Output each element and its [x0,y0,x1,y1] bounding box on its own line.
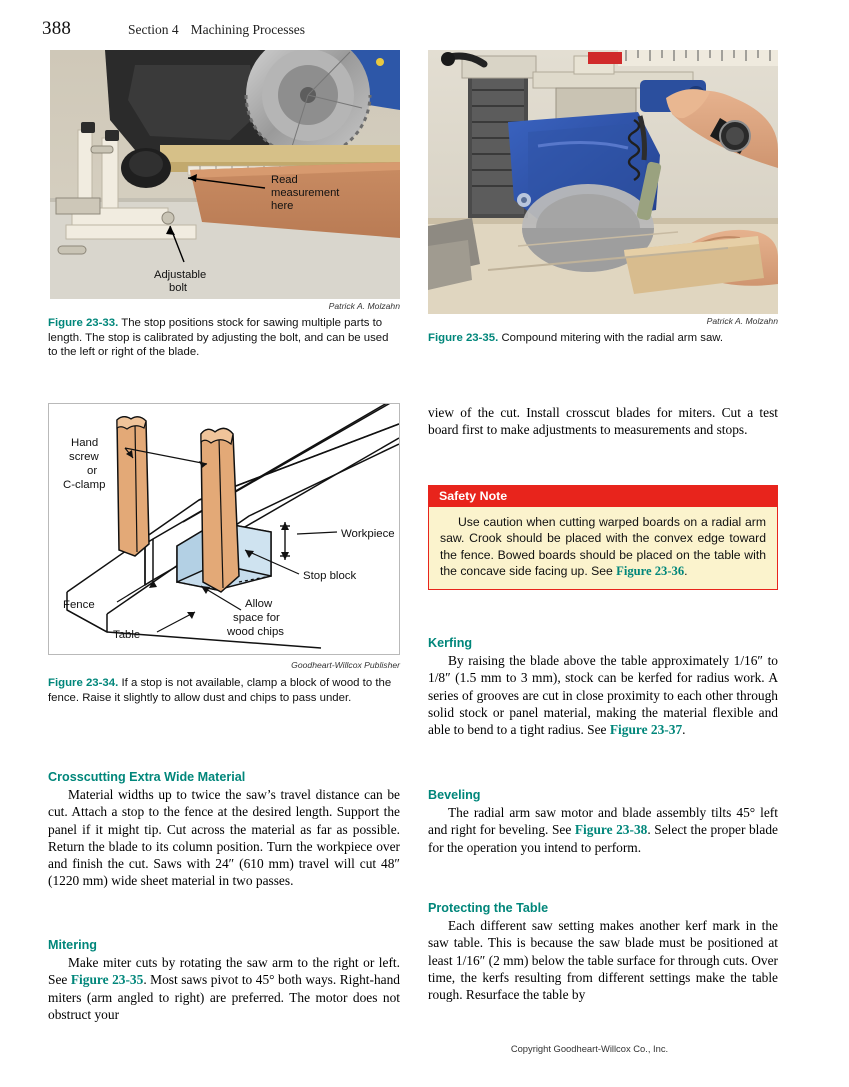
running-head [128,22,305,38]
running-head-section: Section 4 [128,22,179,37]
section-kerfing [428,636,778,738]
svg-text:here: here [271,200,294,212]
section-crosscutting [48,770,400,890]
figure-23-35-label: Figure 23-35. [428,332,499,344]
section-mitering [48,938,400,1023]
figure-23-33-label: Figure 23-33. [48,317,119,329]
heading-kerfing: Kerfing [428,636,473,650]
kerfing-part2: . [682,722,686,738]
page-header [42,18,807,40]
paragraph-beveling [428,804,778,856]
figure-23-35-caption-text: Compound mitering with the radial arm saw. [501,332,724,344]
paragraph-mitering-cont: view of the cut. Install crosscut blades for miters. Cut a test board first to make adjustments to measurements and stops. [428,405,778,438]
diagram-label-hand: Hand [71,437,99,449]
heading-protecting-table: Protecting the Table [428,901,549,915]
diagram-label-or: or [87,465,98,477]
mitering-part2: . Most saws pivot to 45° both ways. Right-hand miters (arm angled to right) are preferred. The motor does not obstruct your [48,972,400,1022]
figure-23-33-credit-wrap [48,301,400,311]
mitering-figure-ref: Figure 23-35 [70,972,144,988]
figure-23-35-credit: Patrick A. Molzahn [706,316,778,326]
heading-mitering: Mitering [48,938,97,952]
section-protecting [428,901,778,1003]
figure-23-35-caption [428,331,778,346]
mitering-part1: Make miter cuts by rotating the saw arm to the right or left. See [48,955,400,988]
paragraph-mitering [48,954,400,1023]
figure-23-34-caption-text: If a stop is not available, clamp a block of wood to the fence. Raise it slightly to allow dust and chips to pass under. [48,677,392,704]
paragraph-protecting-table: Each different saw setting makes another kerf mark in the saw table. This is because the saw blade must be positioned at least 1/16″ (2 mm) below the table surface for through cuts. Over time, the kerfs resulting from different settings make the table rough. Resurface the table by [428,918,778,1003]
svg-text:bolt: bolt [169,282,188,294]
figure-23-34-credit: Goodheart-Willcox Publisher [291,660,400,670]
diagram-label-table: Table [113,629,141,641]
figure-23-33-credit: Patrick A. Molzahn [328,301,400,311]
figure-23-33-caption [48,316,400,360]
section-mitering-continued [428,404,778,439]
svg-text:Read: Read [271,174,298,186]
diagram-label-stopblock: Stop block [303,570,357,582]
diagram-label-allow: Allow [245,598,273,610]
figure-23-34-label: Figure 23-34. [48,677,119,689]
clamp-right-shape [201,428,239,592]
diagram-label-workpiece: Workpiece [341,528,395,540]
safety-note-heading: Safety Note [429,486,777,507]
figure-23-33-photo [50,50,400,299]
page-number: 388 [42,18,72,39]
figure-23-35-photo [428,50,778,314]
figure-23-33-caption-text: The stop positions stock for sawing multiple parts to length. The stop is calibrated by adjusting the bolt, and can be used to the left or right of the blade. [48,317,389,359]
safety-note-figure-ref: Figure 23-36 [616,564,685,579]
figure-23-34-diagram [48,403,400,655]
heading-crosscutting: Crosscutting Extra Wide Material [48,770,246,784]
copyright-text: Copyright Goodheart-Willcox Co., Inc. [510,1043,669,1054]
figure-23-34-caption [48,676,400,705]
heading-beveling: Beveling [428,788,481,802]
beveling-figure-ref: Figure 23-38 [574,822,648,838]
safety-note-text-2: . [684,564,688,579]
safety-note-box [428,485,778,590]
beveling-part2: . Select the proper blade for the operation you intend to perform. [428,822,778,855]
diagram-label-cclamp: C-clamp [63,479,106,491]
diagram-label-screw: screw [69,451,99,463]
section-beveling [428,788,778,856]
paragraph-crosscutting: Material widths up to twice the saw’s travel distance can be cut. Attach a stop to the fence at the desired length. Support the panel if it might tip. Cut across the material as far as possible. Return the blade to its column position. Turn the workpiece over and finish the cut. Saws with 24″ (610 mm) travel will cut 48″ (1220 mm) wide sheet material in two passes. [48,787,400,889]
figure-23-35-credit-wrap [428,316,778,326]
page-footer [0,1043,849,1054]
kerfing-figure-ref: Figure 23-37 [609,722,683,738]
diagram-label-spacefor: space for [233,612,280,624]
clamp-left-shape [117,417,149,556]
safety-note-text-1: Use caution when cutting warped boards on a radial arm saw. Crook should be placed with the convex edge toward the fence. Bowed boards should be placed on the table with the concave side facing up. See [440,515,766,579]
svg-text:Adjustable: Adjustable [154,269,207,281]
diagram-label-fence: Fence [63,599,95,611]
kerfing-part1: By raising the blade above the table approximately 1/16″ to 1/8″ (1.5 mm to 3 mm), stock can be kerfed for radius work. A series of grooves are cut in close proximity to each other through solid stock or panel material, making the material flexible and able to bend to a tight radius. See [428,653,778,738]
beveling-part1: The radial arm saw motor and blade assembly tilts 45° left and right for beveling. See [428,805,778,838]
figure-23-34-credit-wrap [48,660,400,670]
safety-note-body [429,507,777,589]
paragraph-kerfing [428,652,778,738]
running-head-title: Machining Processes [190,22,305,37]
diagram-label-woodchips: wood chips [227,626,284,638]
svg-text:measurement: measurement [271,187,340,199]
